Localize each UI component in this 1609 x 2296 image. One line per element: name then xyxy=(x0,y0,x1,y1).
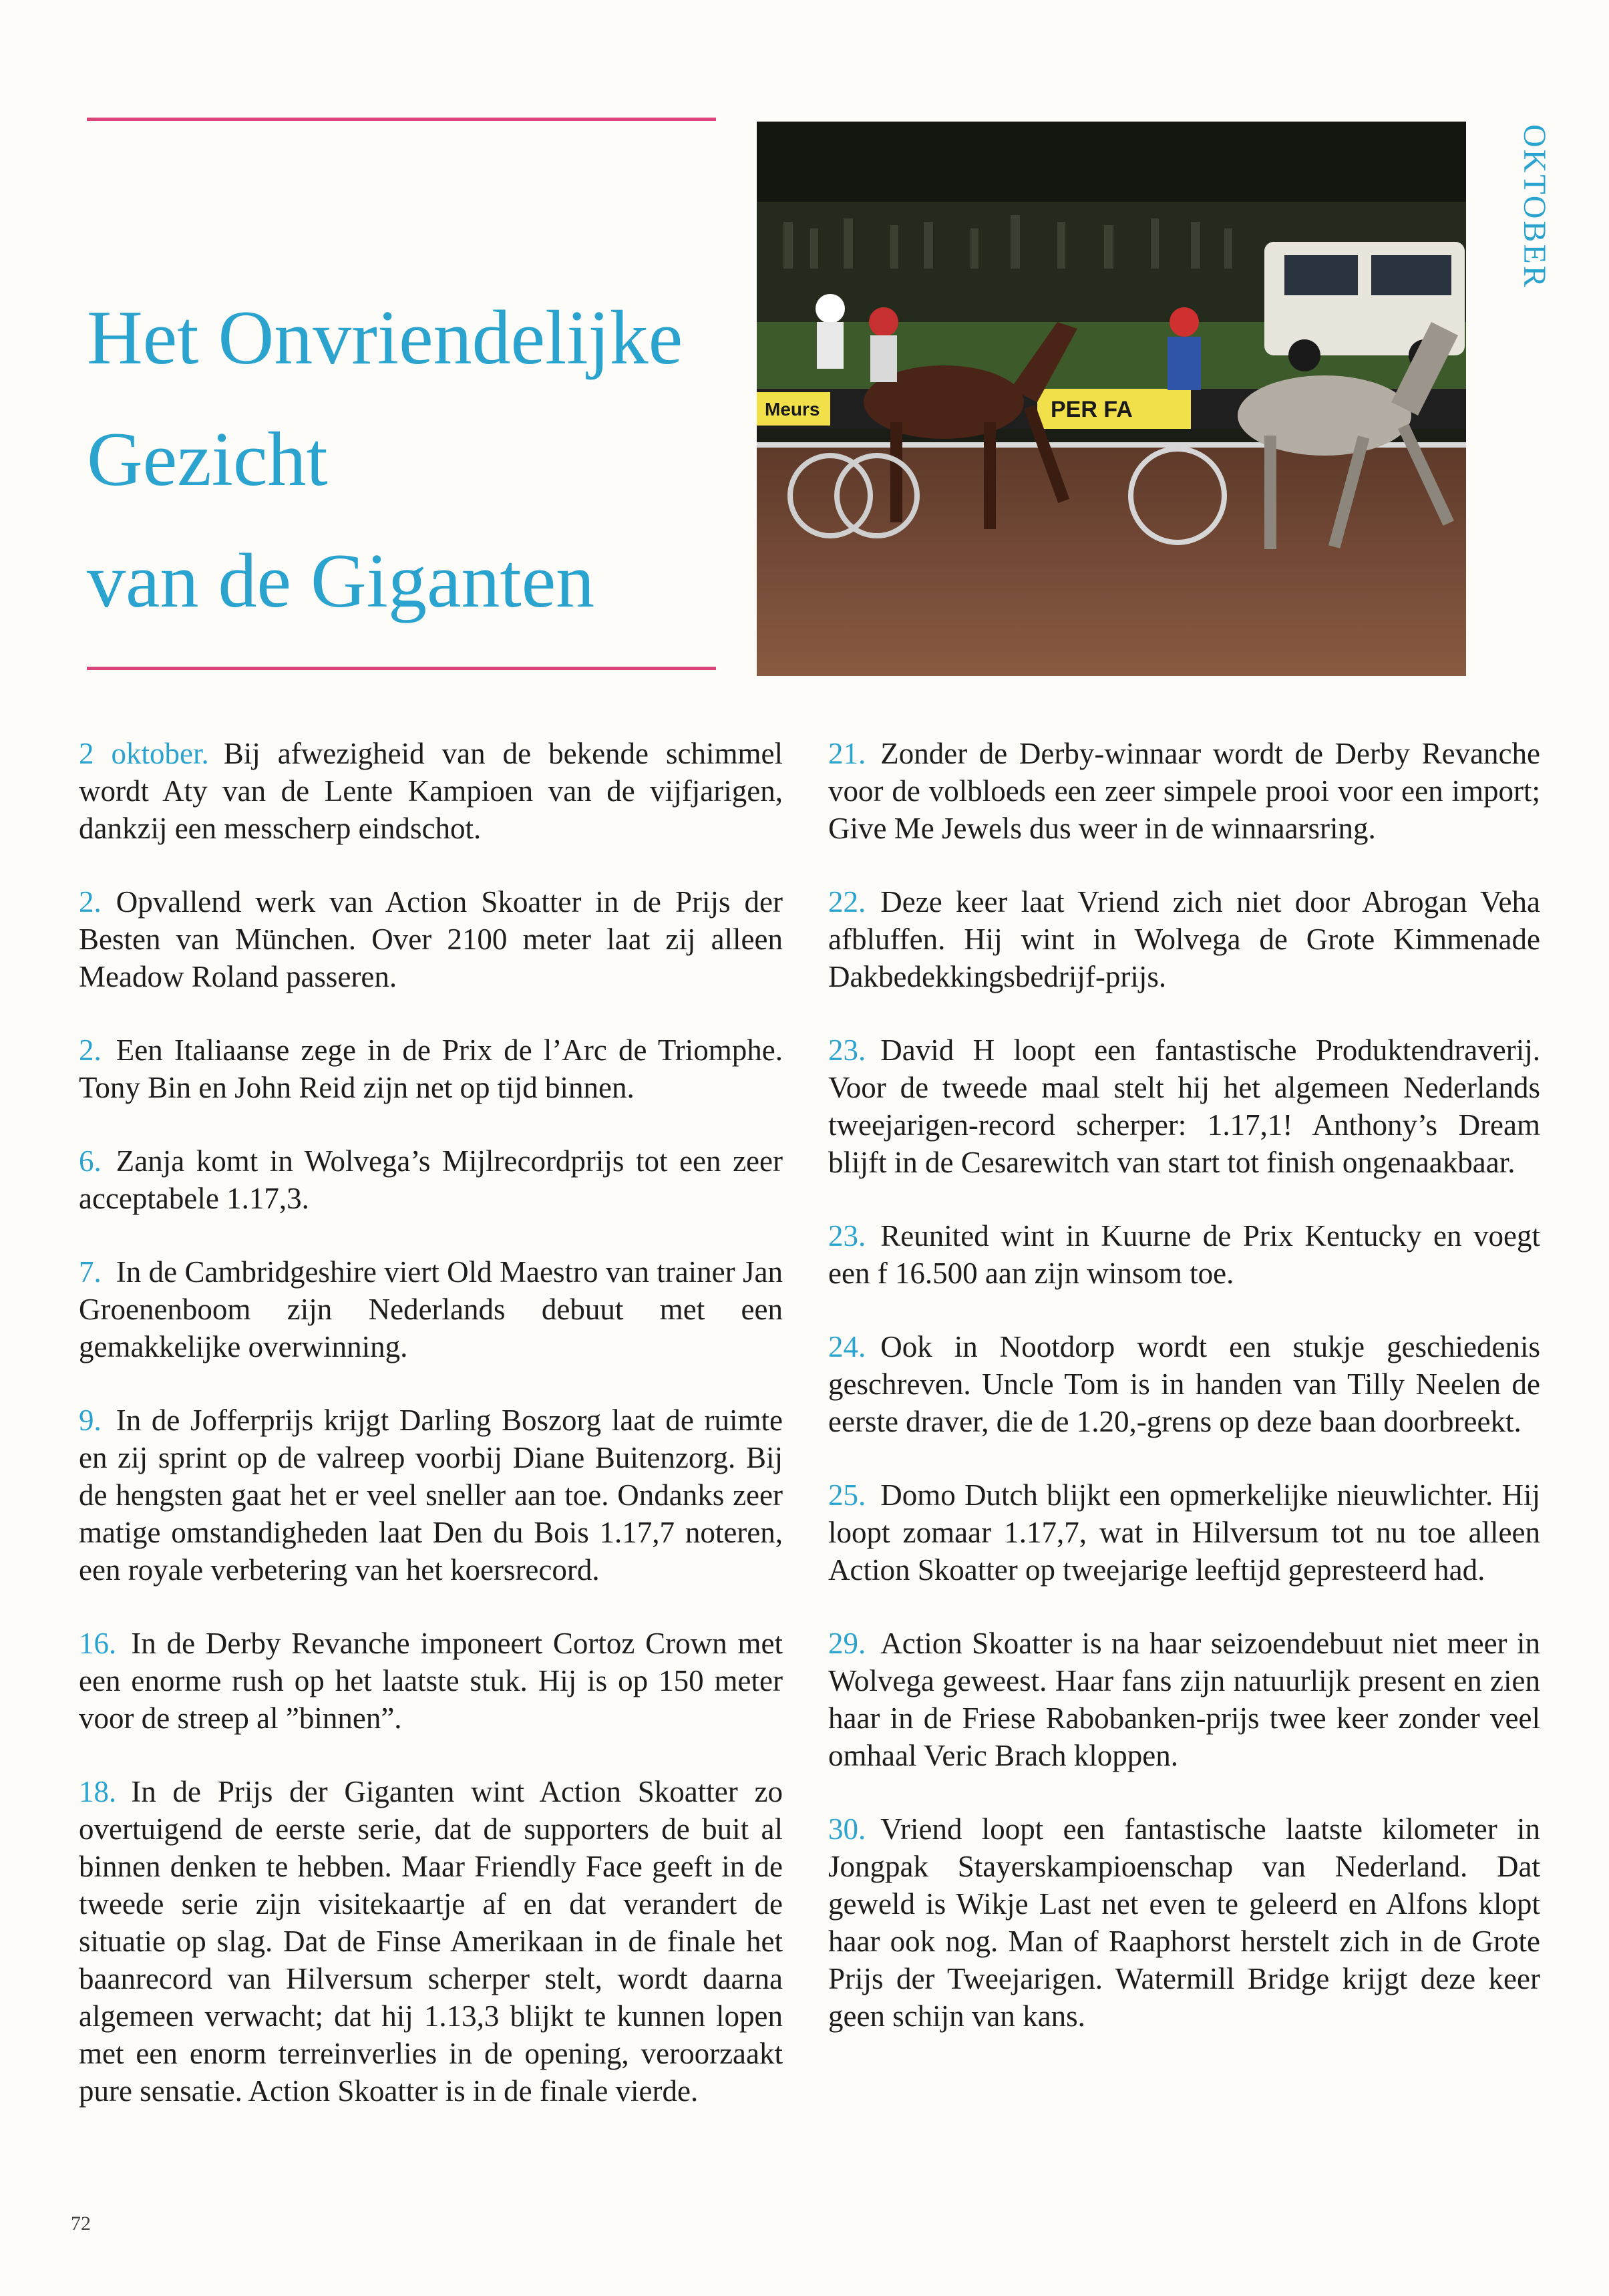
page-title-line-1: Het Onvriendelijke xyxy=(87,295,683,381)
bottom-rule xyxy=(87,667,716,670)
entry-text: Zonder de Derby-winnaar wordt de Derby Revanche voor de volbloeds een zeer simpele prooi voor een import; Give Me Jewels dus weer in de winnaarsring. xyxy=(828,737,1540,845)
entry-date: 2. xyxy=(79,1033,102,1067)
month-side-label xyxy=(1516,124,1556,325)
list-item xyxy=(828,1217,1540,1292)
entry-date: 16. xyxy=(79,1627,117,1660)
entry-date: 2. xyxy=(79,885,102,919)
list-item xyxy=(79,1142,783,1217)
list-item xyxy=(828,1328,1540,1440)
entry-text: Domo Dutch blijkt een opmerkelijke nieuwlichter. Hij loopt zomaar 1.17,7, wat in Hilversum tot nu toe alleen Action Skoatter op tweejarige leeftijd gepresteerd had. xyxy=(828,1478,1540,1587)
entry-text: Vriend loopt een fantastische laatste kilometer in Jongpak Stayerskampioenschap van Nederland. Dat geweld is Wikje Last net even te geleerd en Alfons klopt haar ook nog. Man of Raaphorst herstelt zich in de Grote Prijs der Tweejarigen. Watermill Bridge krijgt deze keer geen schijn van kans. xyxy=(828,1812,1540,2033)
entry-text: Een Italiaanse zege in de Prix de l’Arc de Triomphe. Tony Bin en John Reid zijn net op tijd binnen. xyxy=(79,1033,783,1104)
list-item xyxy=(79,735,783,847)
entry-date: 23. xyxy=(828,1033,866,1067)
entry-text: David H loopt een fantastische Produktendraverij. Voor de tweede maal stelt hij het algemeen Nederlands tweejarigen-record scherper: 1.17,1! Anthony’s Dream blijft in de Cesarewitch van start tot finish ongenaakbaar. xyxy=(828,1033,1540,1179)
entry-text: Bij afwezigheid van de bekende schimmel wordt Aty van de Lente Kampioen van de vijfjarigen, dankzij een messcherp eindschot. xyxy=(79,737,783,845)
entry-text: Ook in Nootdorp wordt een stukje geschiedenis geschreven. Uncle Tom is in handen van Tilly Neelen de eerste draver, die de 1.20,-grens op deze baan doorbreekt. xyxy=(828,1330,1540,1438)
entry-date: 2 oktober. xyxy=(79,737,209,770)
entry-text: Action Skoatter is na haar seizoendebuut niet meer in Wolvega geweest. Haar fans zijn natuurlijk present en zien haar in de Friese Rabobanken-prijs twee keer zonder veel omhaal Veric Brach kloppen. xyxy=(828,1627,1540,1772)
page-number: 72 xyxy=(71,2212,91,2235)
list-item xyxy=(79,1773,783,2110)
page-title-line-2: Gezicht xyxy=(87,417,328,502)
left-column xyxy=(79,735,783,2146)
list-item xyxy=(79,883,783,995)
entry-text: Opvallend werk van Action Skoatter in de Prijs der Besten van München. Over 2100 meter laat zij alleen Meadow Roland passeren. xyxy=(79,885,783,993)
list-item xyxy=(79,1031,783,1106)
page-title-line-3: van de Giganten xyxy=(87,538,595,624)
month-side-label-text: OKTOBER xyxy=(1517,124,1552,289)
list-item xyxy=(828,1476,1540,1589)
list-item xyxy=(79,1402,783,1589)
entry-text: Reunited wint in Kuurne de Prix Kentucky en voegt een f 16.500 aan zijn winsom toe. xyxy=(828,1219,1540,1290)
entry-text: In de Jofferprijs krijgt Darling Boszorg laat de ruimte en zij sprint op de valreep voorbij Diane Buitenzorg. Bij de hengsten gaat het er veel sneller aan toe. Ondanks zeer matige omstandigheden laat Den du Bois 1.17,7 noteren, een royale verbetering van het koersrecord. xyxy=(79,1404,783,1587)
list-item xyxy=(828,1810,1540,2035)
list-item xyxy=(828,883,1540,995)
harness-race-photo xyxy=(757,122,1466,676)
entry-date: 21. xyxy=(828,737,866,770)
list-item xyxy=(79,1625,783,1737)
list-item xyxy=(828,1625,1540,1774)
entry-date: 18. xyxy=(79,1775,117,1808)
entry-text: In de Prijs der Giganten wint Action Skoatter zo overtuigend de eerste serie, dat de supporters de buit al binnen denken te hebben. Maar Friendly Face geeft in de tweede serie zijn visitekaartje af en dat verandert de situatie op slag. Dat de Finse Amerikaan in de finale het baanrecord van Hilversum scherper stelt, wordt daarna algemeen verwacht; dat hij 1.13,3 blijkt te kunnen lopen met een enorm terreinverlies in de opening, veroorzaakt pure sensatie. Action Skoatter is in de finale vierde. xyxy=(79,1775,783,2108)
list-item xyxy=(828,1031,1540,1181)
entry-text: In de Derby Revanche imponeert Cortoz Crown met een enorme rush op het laatste stuk. Hij is op 150 meter voor de streep al ”binnen”. xyxy=(79,1627,783,1735)
entry-date: 30. xyxy=(828,1812,866,1846)
entry-date: 6. xyxy=(79,1144,102,1178)
banner-left-text: Meurs xyxy=(765,399,820,420)
entry-text: Zanja komt in Wolvega’s Mijlrecordprijs tot een zeer acceptabele 1.17,3. xyxy=(79,1144,783,1215)
entry-date: 24. xyxy=(828,1330,866,1363)
entry-date: 7. xyxy=(79,1255,102,1289)
photo-harness-race-icon xyxy=(757,122,1466,676)
list-item xyxy=(828,735,1540,847)
list-item xyxy=(79,1253,783,1365)
entry-text: Deze keer laat Vriend zich niet door Abrogan Veha afbluffen. Hij wint in Wolvega de Grote Kimmenade Dakbedekkingsbedrijf-prijs. xyxy=(828,885,1540,993)
banner-mid-text: PER FA xyxy=(1051,397,1133,422)
entry-date: 23. xyxy=(828,1219,866,1253)
entry-date: 25. xyxy=(828,1478,866,1512)
top-rule xyxy=(87,118,716,121)
entry-date: 29. xyxy=(828,1627,866,1660)
right-column xyxy=(828,735,1540,2071)
entry-text: In de Cambridgeshire viert Old Maestro van trainer Jan Groenenboom zijn Nederlands debuut met een gemakkelijke overwinning. xyxy=(79,1255,783,1363)
entry-date: 22. xyxy=(828,885,866,919)
entry-date: 9. xyxy=(79,1404,102,1437)
